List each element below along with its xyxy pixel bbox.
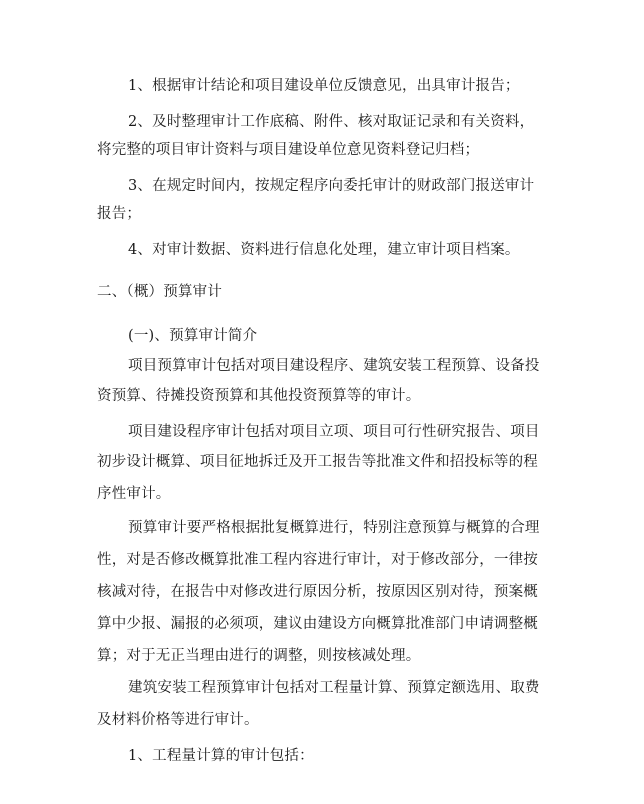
text-line: 核减对待，在报告中对修改进行原因分析，按原因区别对待，预案概 bbox=[97, 584, 538, 600]
text-line: 1、工程量计算的审计包括： bbox=[128, 748, 314, 764]
text-line: 报告； bbox=[97, 206, 142, 222]
text-line: 4、对审计数据、资料进行信息化处理，建立审计项目档案。 bbox=[128, 242, 520, 258]
text-line: 1、根据审计结论和项目建设单位反馈意见，出具审计报告； bbox=[128, 78, 520, 94]
text-line: 项目建设程序审计包括对项目立项、项目可行性研究报告、项目 bbox=[128, 424, 540, 440]
text-line: 2、及时整理审计工作底稿、附件、核对取证记录和有关资料， bbox=[128, 114, 535, 130]
text-line: 及材料价格等进行审计。 bbox=[97, 712, 259, 728]
text-line: 算；对于无正当理由进行的调整，则按核减处理。 bbox=[97, 648, 421, 664]
text-line: 项目预算审计包括对项目建设程序、建筑安装工程预算、设备投 bbox=[128, 358, 540, 374]
text-line: 性，对是否修改概算批准工程内容进行审计，对于修改部分，一律按 bbox=[97, 552, 538, 568]
text-line: 初步设计概算、项目征地拆迁及开工报告等批准文件和招投标等的程 bbox=[97, 454, 538, 470]
text-line: 将完整的项目审计资料与项目建设单位意见资料登记归档； bbox=[97, 142, 480, 158]
text-line: 资预算、待摊投资预算和其他投资预算等的审计。 bbox=[97, 388, 421, 404]
section-heading: 二、（概）预算审计 bbox=[97, 284, 223, 300]
subsection-heading: (一)、预算审计简介 bbox=[128, 328, 258, 344]
text-line: 预算审计要严格根据批复概算进行，特别注意预算与概算的合理 bbox=[128, 520, 540, 536]
text-line: 建筑安装工程预算审计包括对工程量计算、预算定额选用、取费 bbox=[128, 680, 540, 696]
text-line: 序性审计。 bbox=[97, 486, 171, 502]
text-line: 3、在规定时间内，按规定程序向委托审计的财政部门报送审计 bbox=[128, 178, 535, 194]
text-line: 算中少报、漏报的必须项，建议由建设方向概算批准部门申请调整概 bbox=[97, 616, 538, 632]
